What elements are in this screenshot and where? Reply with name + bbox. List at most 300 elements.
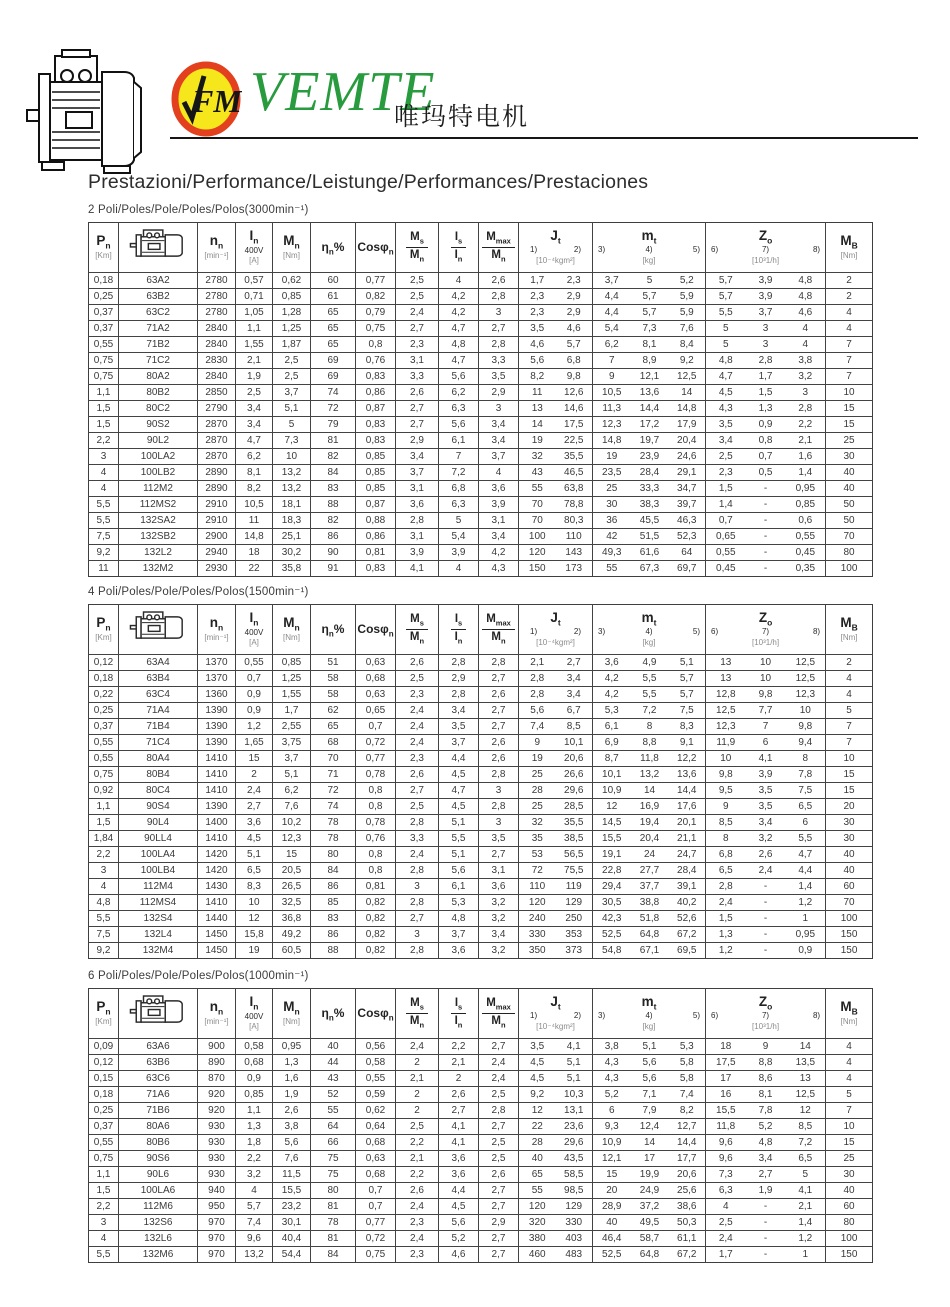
table-cell: 40	[826, 465, 873, 481]
table-cell: 0,81	[356, 545, 396, 561]
table-cell: 320	[519, 1215, 556, 1231]
table-cell: 10,9	[593, 1135, 631, 1151]
table-cell: 61,6	[631, 545, 669, 561]
table-cell: 0,58	[356, 1055, 396, 1071]
table-cell: 55	[519, 481, 556, 497]
table-cell: 100	[826, 911, 873, 927]
table-cell: 2,3	[396, 751, 439, 767]
col-motor-type	[119, 989, 198, 1039]
table-cell: 0,86	[356, 529, 396, 545]
table-cell: 3,4	[479, 417, 519, 433]
table-cell: 150	[826, 1247, 873, 1263]
table-cell: 6,5	[706, 863, 746, 879]
table-cell: 2790	[198, 401, 236, 417]
table-cell: 150	[826, 943, 873, 959]
table-cell: 100	[826, 1231, 873, 1247]
table-cell: 28	[519, 783, 556, 799]
table-cell: 90LL4	[119, 831, 198, 847]
table-cell: 38,8	[631, 895, 669, 911]
table-cell: 9,1	[669, 735, 706, 751]
table-cell: 67,2	[669, 927, 706, 943]
table-cell: 7,4	[236, 1215, 273, 1231]
table-row	[89, 799, 873, 815]
table-cell: 5,1	[273, 401, 311, 417]
table-cell: 3,7	[439, 927, 479, 943]
table-cell: 38,5	[556, 831, 593, 847]
table-cell: 5,7	[706, 273, 746, 289]
table-cell: 35,5	[556, 815, 593, 831]
table-cell: 9,8	[786, 719, 826, 735]
table-cell: 61,1	[669, 1231, 706, 1247]
table-cell: 82	[311, 449, 356, 465]
table-cell: 0,9	[236, 1071, 273, 1087]
table-cell: 4,2	[439, 305, 479, 321]
table-cell: 150	[826, 927, 873, 943]
table-cell: 12,1	[631, 369, 669, 385]
table-header	[89, 989, 873, 1039]
table-cell: 64,8	[631, 1247, 669, 1263]
table-cell: 2,8	[706, 879, 746, 895]
table-cell: 49,3	[593, 545, 631, 561]
table-cell: 132SA2	[119, 513, 198, 529]
table-cell: 30	[826, 1167, 873, 1183]
table-cell: 0,45	[706, 561, 746, 577]
table-cell: 74	[311, 385, 356, 401]
table-cell: 72	[311, 783, 356, 799]
table-cell: 0,76	[356, 353, 396, 369]
table-cell: 63A6	[119, 1039, 198, 1055]
table-cell: 1,2	[786, 895, 826, 911]
table-cell: -	[746, 1247, 786, 1263]
table-cell: 7,6	[273, 1151, 311, 1167]
table-cell: 0,64	[356, 1119, 396, 1135]
table-cell: 1,2	[236, 719, 273, 735]
table-cell: 3	[786, 385, 826, 401]
table-cell: 0,85	[356, 481, 396, 497]
table-cell: 2,8	[786, 401, 826, 417]
table-cell: 3,4	[556, 687, 593, 703]
svg-text:FM: FM	[192, 83, 242, 119]
table-cell: 6,5	[236, 863, 273, 879]
table-cell: 2,4	[396, 703, 439, 719]
table-cell: 0,81	[356, 879, 396, 895]
table-cell: 8,6	[746, 1071, 786, 1087]
table-cell: 2,4	[479, 1055, 519, 1071]
table-cell: 4	[826, 1071, 873, 1087]
table-cell: 5,6	[439, 1215, 479, 1231]
table-cell: 6	[593, 1103, 631, 1119]
table-cell: 19	[236, 943, 273, 959]
table-cell: 81	[311, 1199, 356, 1215]
table-cell: 84	[311, 863, 356, 879]
table-cell: 0,7	[356, 1183, 396, 1199]
table-cell: 3,5	[519, 321, 556, 337]
table-cell: 0,09	[89, 1039, 119, 1055]
table-cell: 5,5	[89, 911, 119, 927]
table-cell: 15,5	[593, 831, 631, 847]
table-cell: 63,8	[556, 481, 593, 497]
table-cell: 4	[89, 879, 119, 895]
table-cell: 3,9	[746, 273, 786, 289]
table-cell: 22,8	[593, 863, 631, 879]
table-cell: 7	[826, 735, 873, 751]
table-cell: 46,3	[669, 513, 706, 529]
table-cell: 100LA6	[119, 1183, 198, 1199]
table-cell: 52	[311, 1087, 356, 1103]
table-cell: 2,1	[786, 1199, 826, 1215]
table-cell: 10	[746, 655, 786, 671]
table-cell: 2,4	[236, 783, 273, 799]
table-row	[89, 417, 873, 433]
table-cell: 132L2	[119, 545, 198, 561]
table-row	[89, 337, 873, 353]
table-cell: 2,8	[479, 655, 519, 671]
table-cell: 5,5	[631, 687, 669, 703]
table-cell: 0,62	[356, 1103, 396, 1119]
motor-icon	[129, 995, 187, 1027]
table-cell: 60	[826, 879, 873, 895]
table-cell: 0,9	[236, 687, 273, 703]
brand-name-chinese: 唯玛特电机	[394, 103, 530, 131]
col-eta: $\eta_n\%$	[311, 605, 356, 655]
table-cell: 100LB4	[119, 863, 198, 879]
table-cell: 84	[311, 465, 356, 481]
table-cell: 6,5	[786, 799, 826, 815]
table-cell: 72	[519, 863, 556, 879]
table-cell: 0,9	[236, 703, 273, 719]
table-cell: 3,1	[396, 529, 439, 545]
table-cell: 30	[826, 831, 873, 847]
table-cell: 80B4	[119, 767, 198, 783]
table-cell: 7,6	[273, 799, 311, 815]
table-cell: 12,8	[706, 687, 746, 703]
table-cell: 119	[556, 879, 593, 895]
table-cell: 0,83	[356, 433, 396, 449]
table-cell: 4,1	[396, 561, 439, 577]
table-cell: 4,3	[479, 561, 519, 577]
table-cell: 14	[669, 385, 706, 401]
table-cell: 0,71	[236, 289, 273, 305]
table-cell: 15	[236, 751, 273, 767]
table-cell: 1,4	[786, 465, 826, 481]
table-cell: 16	[706, 1087, 746, 1103]
table-cell: 0,58	[236, 1039, 273, 1055]
table-cell: 20,6	[669, 1167, 706, 1183]
table-cell: 12,5	[669, 369, 706, 385]
table-cell: 0,37	[89, 719, 119, 735]
table-cell: 1,4	[786, 879, 826, 895]
table-cell: 0,82	[356, 911, 396, 927]
table-cell: 2,7	[479, 321, 519, 337]
table-cell: 1440	[198, 911, 236, 927]
col-motor-type	[119, 605, 198, 655]
table-cell: 0,83	[356, 561, 396, 577]
table-cell: 2,4	[396, 847, 439, 863]
table-cell: 11,8	[706, 1119, 746, 1135]
table-cell: 5,1	[439, 815, 479, 831]
table-cell: 10	[786, 703, 826, 719]
table-cell: 75	[311, 1167, 356, 1183]
table-cell: 67,2	[669, 1247, 706, 1263]
table-cell: 19,4	[631, 815, 669, 831]
col-is-in: $\frac{I_s}{I_n}$	[439, 989, 479, 1039]
col-motor-type	[119, 223, 198, 273]
table-cell: 30,5	[593, 895, 631, 911]
table-cell: 28,4	[669, 863, 706, 879]
table-cell: 120	[519, 895, 556, 911]
table-cell: 2,5	[479, 1135, 519, 1151]
table-cell: 5,1	[556, 1071, 593, 1087]
table-cell: 4,3	[593, 1071, 631, 1087]
table-cell: 0,37	[89, 1119, 119, 1135]
table-cell: 6,8	[439, 481, 479, 497]
table-cell: 0,25	[89, 1103, 119, 1119]
table-cell: 0,87	[356, 401, 396, 417]
col-ms-mn: $\frac{M_s}{M_n}$	[396, 605, 439, 655]
page-title: Prestazioni/Performance/Leistunge/Performances/Prestaciones	[88, 171, 649, 193]
table-cell: 110	[556, 529, 593, 545]
col-zo: $Z_o$ 6) 7) 8) [10³1/h]	[706, 989, 826, 1039]
table-cell: 8,3	[669, 719, 706, 735]
table-row	[89, 481, 873, 497]
table-cell: 0,72	[356, 735, 396, 751]
col-mn: $M_n$ [Nm]	[273, 989, 311, 1039]
table-cell: 80B2	[119, 385, 198, 401]
table-row	[89, 1215, 873, 1231]
table-cell: 4,8	[746, 1135, 786, 1151]
table-cell: 22,5	[556, 433, 593, 449]
table-cell: 112MS4	[119, 895, 198, 911]
table-cell: 4,3	[706, 401, 746, 417]
table-cell: 112M6	[119, 1199, 198, 1215]
table-row	[89, 465, 873, 481]
table-cell: 4	[826, 321, 873, 337]
table-section-2-pole	[88, 202, 873, 577]
table-cell: 34,7	[669, 481, 706, 497]
col-cos: Cosφ$_n$	[356, 989, 396, 1039]
table-cell: 2,7	[396, 911, 439, 927]
table-cell: 2,55	[273, 719, 311, 735]
table-cell: 2,6	[746, 847, 786, 863]
table-cell: 5,9	[669, 305, 706, 321]
table-cell: 100	[519, 529, 556, 545]
col-ms-mn: $\frac{M_s}{M_n}$	[396, 223, 439, 273]
table-cell: 2,2	[786, 417, 826, 433]
col-ms-mn: $\frac{M_s}{M_n}$	[396, 989, 439, 1039]
table-cell: 8,7	[593, 751, 631, 767]
table-cell: 28	[519, 1135, 556, 1151]
table-cell: 11,5	[273, 1167, 311, 1183]
table-cell: 2870	[198, 417, 236, 433]
table-cell: 9,8	[556, 369, 593, 385]
table-cell: 2,8	[396, 513, 439, 529]
table-cell: 5,7	[236, 1199, 273, 1215]
table-cell: -	[746, 911, 786, 927]
table-cell: 10	[826, 385, 873, 401]
table-cell: 78	[311, 831, 356, 847]
table-cell: 4,6	[519, 337, 556, 353]
table-cell: 5,2	[439, 1231, 479, 1247]
table-cell: 40	[826, 863, 873, 879]
table-cell: 11,9	[706, 735, 746, 751]
table-row	[89, 385, 873, 401]
table-cell: 1,6	[786, 449, 826, 465]
table-cell: 350	[519, 943, 556, 959]
table-cell: 0,55	[89, 1135, 119, 1151]
table-cell: 0,55	[786, 529, 826, 545]
table-cell: 5,6	[439, 369, 479, 385]
table-cell: 80A2	[119, 369, 198, 385]
table-cell: 3,9	[396, 545, 439, 561]
table-cell: 2870	[198, 449, 236, 465]
table-row	[89, 671, 873, 687]
table-cell: 6,2	[439, 385, 479, 401]
table-cell: 8,2	[236, 481, 273, 497]
table-cell: 0,63	[356, 1151, 396, 1167]
table-cell: 3,5	[479, 369, 519, 385]
table-cell: 12,5	[786, 655, 826, 671]
table-cell: 3,7	[479, 449, 519, 465]
table-cell: 2,6	[479, 751, 519, 767]
table-cell: 2,7	[479, 1183, 519, 1199]
table-cell: 16,9	[631, 799, 669, 815]
table-cell: 6,9	[593, 735, 631, 751]
table-cell: 9,6	[236, 1231, 273, 1247]
table-cell: 8	[631, 719, 669, 735]
table-cell: 12,3	[786, 687, 826, 703]
performance-table-4-pole	[88, 604, 873, 959]
col-mb: $M_B$ [Nm]	[826, 989, 873, 1039]
table-cell: 2940	[198, 545, 236, 561]
table-cell: 7,5	[669, 703, 706, 719]
table-cell: 2,6	[396, 767, 439, 783]
table-cell: 8,8	[746, 1055, 786, 1071]
table-cell: 2,7	[396, 417, 439, 433]
table-cell: 14	[519, 417, 556, 433]
table-cell: 0,68	[356, 1167, 396, 1183]
table-row	[89, 1199, 873, 1215]
table-cell: 1,3	[236, 1119, 273, 1135]
table-cell: 1400	[198, 815, 236, 831]
table-cell: 2,5	[396, 671, 439, 687]
col-jt: $J_t$ 1) 2) [10⁻⁴kgm²]	[519, 989, 593, 1039]
table-cell: 2	[236, 767, 273, 783]
table-cell: 2,6	[273, 1103, 311, 1119]
table-cell: 70	[311, 751, 356, 767]
table-cell: 2900	[198, 529, 236, 545]
table-cell: 9	[593, 369, 631, 385]
table-row	[89, 1247, 873, 1263]
table-cell: 7,1	[631, 1087, 669, 1103]
table-cell: 15	[273, 847, 311, 863]
table-cell: 890	[198, 1055, 236, 1071]
table-cell: 19,7	[631, 433, 669, 449]
table-cell: 81	[311, 1231, 356, 1247]
table-cell: 28,9	[593, 1199, 631, 1215]
table-cell: 3,8	[273, 1119, 311, 1135]
table-cell: 1,1	[236, 321, 273, 337]
table-cell: 3	[89, 449, 119, 465]
table-cell: 2,6	[396, 655, 439, 671]
table-cell: 5,4	[439, 529, 479, 545]
table-cell: 132M6	[119, 1247, 198, 1263]
table-cell: 63A4	[119, 655, 198, 671]
table-cell: 4,2	[439, 289, 479, 305]
table-cell: 25	[826, 433, 873, 449]
table-cell: 12,3	[273, 831, 311, 847]
table-cell: 2,1	[396, 1151, 439, 1167]
table-cell: 13,2	[631, 767, 669, 783]
table-header	[89, 605, 873, 655]
table-cell: 950	[198, 1199, 236, 1215]
table-row	[89, 369, 873, 385]
table-cell: 132S4	[119, 911, 198, 927]
table-cell: 17,2	[631, 417, 669, 433]
table-cell: 7	[826, 1103, 873, 1119]
table-cell: 132M4	[119, 943, 198, 959]
table-cell: 7	[439, 449, 479, 465]
table-cell: 12,6	[556, 385, 593, 401]
table-cell: -	[746, 481, 786, 497]
table-cell: 2780	[198, 305, 236, 321]
table-row	[89, 433, 873, 449]
table-cell: 2,8	[479, 767, 519, 783]
table-cell: 13,1	[556, 1103, 593, 1119]
table-cell: 9,2	[89, 545, 119, 561]
table-cell: 37,7	[631, 879, 669, 895]
table-cell: 2,7	[479, 1247, 519, 1263]
table-cell: 8,1	[236, 465, 273, 481]
table-cell: 27,7	[631, 863, 669, 879]
table-cell: 4,1	[556, 1039, 593, 1055]
table-cell: 373	[556, 943, 593, 959]
table-cell: 0,8	[356, 847, 396, 863]
table-cell: 63B2	[119, 289, 198, 305]
table-cell: 112M4	[119, 879, 198, 895]
table-row	[89, 529, 873, 545]
table-cell: 5,8	[669, 1071, 706, 1087]
table-cell: 7,5	[89, 927, 119, 943]
table-cell: 3,4	[746, 815, 786, 831]
table-cell: 2,9	[479, 385, 519, 401]
table-cell: 2,6	[479, 687, 519, 703]
table-cell: 52,5	[593, 1247, 631, 1263]
table-cell: 2,7	[479, 1199, 519, 1215]
table-cell: 0,25	[89, 703, 119, 719]
table-cell: 8,1	[746, 1087, 786, 1103]
table-cell: 3,5	[746, 783, 786, 799]
table-cell: 70	[519, 497, 556, 513]
table-cell: 5,6	[439, 417, 479, 433]
table-cell: 2,2	[236, 1151, 273, 1167]
table-cell: 23,2	[273, 1199, 311, 1215]
table-cell: 0,77	[356, 751, 396, 767]
col-eta: $\eta_n\%$	[311, 223, 356, 273]
table-cell: 0,37	[89, 305, 119, 321]
table-cell: 3,7	[746, 305, 786, 321]
table-cell: 5,5	[706, 305, 746, 321]
table-cell: 0,55	[356, 1071, 396, 1087]
table-cell: 6,3	[706, 1183, 746, 1199]
table-cell: 2,4	[746, 863, 786, 879]
table-cell: 3	[89, 1215, 119, 1231]
table-cell: 12,4	[631, 1119, 669, 1135]
col-pn: $P_n$ [Km]	[95, 998, 112, 1027]
table-cell: 10	[236, 895, 273, 911]
table-cell: 63B4	[119, 671, 198, 687]
table-cell: 13,6	[631, 385, 669, 401]
table-cell: 6	[746, 735, 786, 751]
